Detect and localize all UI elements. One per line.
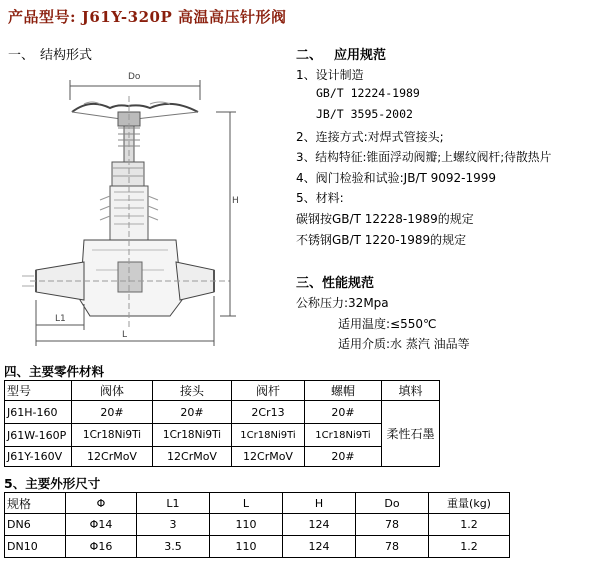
applicable-medium: 适用介质:水 蒸汽 油品等 (338, 337, 470, 351)
page-title: 产品型号: J61Y-320P 高温高压针形阀 (8, 8, 287, 26)
cell-packing: 柔性石墨 (382, 401, 440, 467)
cell-joint: 12CrMoV (153, 447, 232, 467)
header-weight: 重量(kg) (429, 493, 510, 514)
header-joint: 接头 (153, 381, 232, 401)
cell-stem: 1Cr18Ni9Ti (232, 424, 305, 447)
materials-header-row (5, 381, 440, 401)
section-application-heading: 应用规范 (334, 48, 387, 63)
header-body: 阀体 (72, 381, 153, 401)
header-l1: L1 (137, 493, 210, 514)
cell-l1: 3.5 (137, 536, 210, 558)
cell-h: 124 (283, 514, 356, 536)
h-label: H (232, 196, 239, 206)
table-row (5, 447, 440, 467)
section-application-number: 二、 (296, 48, 323, 63)
spec-line-gb: GB/T 12224-1989 (316, 86, 420, 100)
header-diameter: Φ (66, 493, 137, 514)
table-row (5, 514, 510, 536)
spec-line-jb: JB/T 3595-2002 (316, 107, 413, 121)
spec-line-material: 5、材料: (296, 191, 344, 205)
spec-line-connection: 2、连接方式:对焊式管接头; (296, 130, 444, 144)
table-row (5, 536, 510, 558)
header-nut: 螺帽 (305, 381, 382, 401)
nominal-pressure: 公称压力:32Mpa (296, 296, 389, 310)
cell-do: 78 (356, 536, 429, 558)
dimensions-header-row (5, 493, 510, 514)
cell-stem: 12CrMoV (232, 447, 305, 467)
cell-joint: 20# (153, 401, 232, 424)
table-row (5, 401, 440, 424)
spec-line-carbon-steel: 碳钢按GB/T 12228-1989的规定 (296, 212, 474, 226)
cell-stem: 2Cr13 (232, 401, 305, 424)
cell-spec: DN6 (5, 514, 66, 536)
cell-l1: 3 (137, 514, 210, 536)
cell-do: 78 (356, 514, 429, 536)
spec-line-structure: 3、结构特征:锥面浮动阀瓣;上螺纹阀杆;待散热片 (296, 150, 552, 164)
l1-label: L1 (55, 314, 66, 324)
handwheel-shape (72, 104, 198, 112)
cell-body: 20# (72, 401, 153, 424)
cell-nut: 1Cr18Ni9Ti (305, 424, 382, 447)
cell-l: 110 (210, 536, 283, 558)
cell-model: J61H-160 (5, 401, 72, 424)
section-performance-heading: 三、性能规范 (296, 276, 375, 291)
header-h: H (283, 493, 356, 514)
cell-body: 1Cr18Ni9Ti (72, 424, 153, 447)
applicable-temperature: 适用温度:≤550℃ (338, 317, 437, 331)
cell-h: 124 (283, 536, 356, 558)
section-structure-number: 一、 (8, 48, 35, 63)
cell-diameter: Φ16 (66, 536, 137, 558)
cell-spec: DN10 (5, 536, 66, 558)
l-label: L (122, 330, 128, 340)
spec-line-inspection: 4、阀门检验和试验:JB/T 9092-1999 (296, 171, 497, 185)
section-materials-heading: 四、主要零件材料 (4, 364, 105, 379)
header-stem: 阀杆 (232, 381, 305, 401)
do-label: Do (128, 72, 141, 82)
header-do: Do (356, 493, 429, 514)
cell-joint: 1Cr18Ni9Ti (153, 424, 232, 447)
header-model: 型号 (5, 381, 72, 401)
spec-line-stainless: 不锈钢GB/T 1220-1989的规定 (296, 233, 467, 247)
cell-nut: 20# (305, 447, 382, 467)
materials-table (4, 380, 440, 467)
section-structure-heading: 结构形式 (40, 48, 93, 63)
cell-weight: 1.2 (429, 536, 510, 558)
table-row (5, 424, 440, 447)
cell-weight: 1.2 (429, 514, 510, 536)
cell-nut: 20# (305, 401, 382, 424)
header-spec: 规格 (5, 493, 66, 514)
spec-line-design: 1、设计制造 (296, 68, 364, 82)
cell-diameter: Φ14 (66, 514, 137, 536)
cell-l: 110 (210, 514, 283, 536)
cell-model: J61Y-160V (5, 447, 72, 467)
cell-model: J61W-160P (5, 424, 72, 447)
header-l: L (210, 493, 283, 514)
section-dimensions-heading: 5、主要外形尺寸 (4, 476, 101, 491)
dimensions-table (4, 492, 510, 558)
cell-body: 12CrMoV (72, 447, 153, 467)
header-packing: 填料 (382, 381, 440, 401)
